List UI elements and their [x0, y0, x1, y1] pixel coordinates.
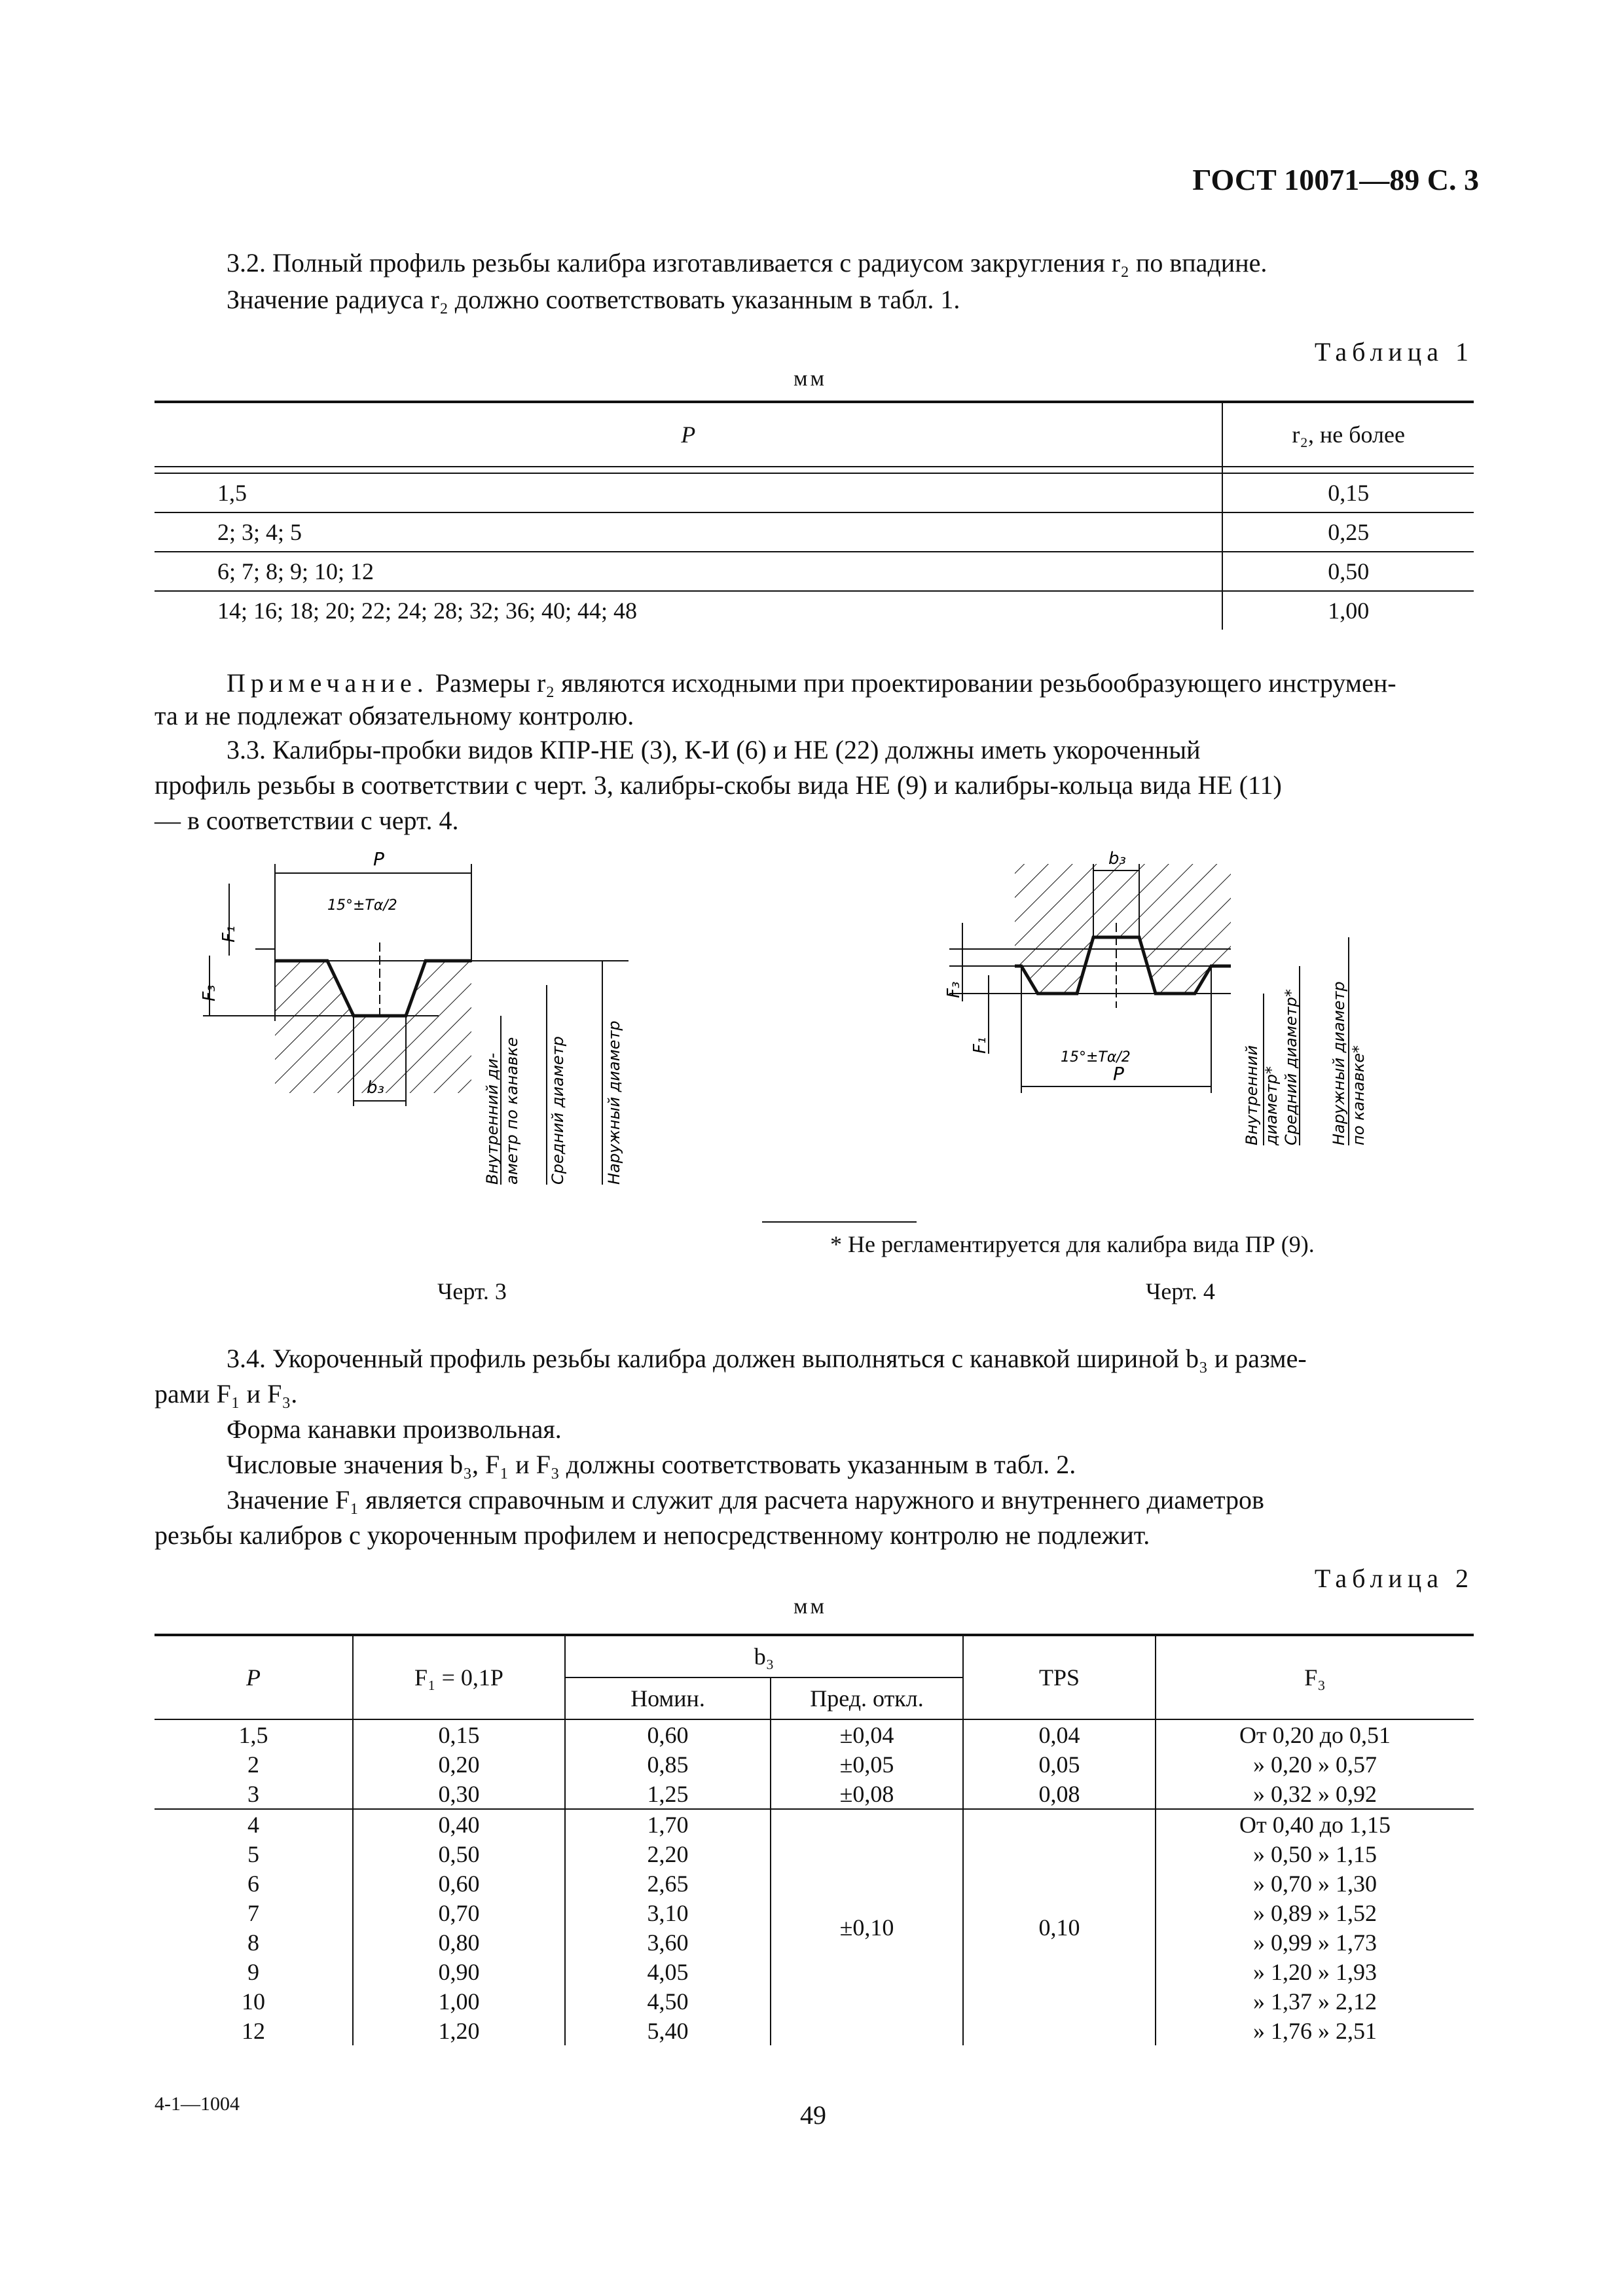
- table2-cell: 8: [155, 1928, 353, 1957]
- table2-cell: 0,08: [963, 1779, 1156, 1809]
- section-3-4-line-2: рами F₁ и F₃.: [155, 1379, 298, 1408]
- section-3-4-line-6: резьбы калибров с укороченным профилем и непосредственному контролю не подлежит.: [155, 1520, 1150, 1550]
- table2-cell: » 0,20 » 0,57: [1253, 1751, 1377, 1778]
- table1-header-row: [155, 402, 1474, 467]
- table2-cell: ±0,08: [771, 1779, 963, 1809]
- table2-cell: 0,50: [353, 1839, 565, 1869]
- figure-3-label-b3: b₃: [367, 1078, 384, 1098]
- figure-4-label-f3: F₃: [944, 981, 964, 998]
- figure-3-outer-diameter: Наружный диаметр: [605, 1020, 623, 1185]
- table2-header-row: [155, 1635, 1474, 1677]
- table1-cell: 1,5: [155, 473, 1222, 512]
- table1: [155, 401, 1474, 630]
- table2-row: [155, 1779, 1474, 1809]
- note-line-2: та и не подлежат обязательному контролю.: [155, 701, 634, 730]
- table2-cell: 12: [155, 2016, 353, 2045]
- table2-cell: От 0,40 до 1,15: [1239, 1811, 1391, 1838]
- table2-cell: 0,30: [353, 1779, 565, 1809]
- figure-4-drawing: [923, 844, 1460, 1172]
- section-3-3-line-2: профиль резьбы в соответствии с черт. 3, калибры-скобы вида НЕ (9) и калибры-кольца вида НЕ (11): [155, 770, 1282, 800]
- table1-spacer-right: [1222, 467, 1474, 473]
- table2-header-deviation: Пред. откл.: [771, 1677, 963, 1719]
- table1-cell: 1,00: [1328, 598, 1370, 624]
- table2-cell: 5,40: [565, 2016, 771, 2045]
- table1-cell: 0,50: [1222, 552, 1474, 591]
- table2: [155, 1634, 1474, 2045]
- table2-cell: 0,70: [353, 1898, 565, 1928]
- table2-cell: 2,65: [565, 1869, 771, 1898]
- figure-3-inner-diameter-2: аметр по канавке: [503, 1037, 521, 1185]
- table2-row: [155, 1809, 1474, 1839]
- figure-4-footnote: * Не регламентируется для калибра вида ПР (9).: [830, 1231, 1315, 1257]
- table2-cell: 1,25: [565, 1779, 771, 1809]
- footer-code: 4-1—1004: [155, 2093, 240, 2115]
- table1-row: [155, 512, 1474, 552]
- section-3-2-line-1: 3.2. Полный профиль резьбы калибра изготавливается с радиусом закругления r₂ по впадине.: [227, 248, 1267, 278]
- table2-caption: Таблица 2: [1314, 1564, 1474, 1593]
- figure-4-hatched-body: [1015, 864, 1231, 994]
- table2-cell: 9: [155, 1957, 353, 1986]
- table2-cell: 0,60: [353, 1869, 565, 1898]
- section-3-4-line-5: Значение F₁ является справочным и служит для расчета наружного и внутреннего диаметров: [227, 1485, 1264, 1515]
- table1-row: [155, 591, 1474, 630]
- section-3-4-line-1: 3.4. Укороченный профиль резьбы калибра должен выполняться с канавкой шириной b₃ и разме-: [227, 1344, 1307, 1373]
- table1-cell: 6; 7; 8; 9; 10; 12: [155, 552, 1222, 591]
- figure-4-label-p: P: [1113, 1063, 1124, 1085]
- table2-cell: 5: [155, 1839, 353, 1869]
- table2-cell: 3,60: [565, 1928, 771, 1957]
- table2-cell: ±0,04: [771, 1719, 963, 1749]
- table2-cell: 4,50: [565, 1986, 771, 2016]
- figure-4-caption: Черт. 4: [1146, 1278, 1215, 1304]
- section-3-3-line-1: 3.3. Калибры-пробки видов КПР-НЕ (3), К-И (6) и НЕ (22) должны иметь укороченный: [227, 735, 1201, 764]
- note-text: Размеры r₂ являются исходными при проектировании резьбообразующего инструмен-: [428, 668, 1396, 698]
- table2-cell: » 0,32 » 0,92: [1253, 1780, 1377, 1807]
- footnote-rule: [762, 1221, 917, 1223]
- figure-3-inner-diameter-1: Внутренний ди-: [483, 1052, 501, 1185]
- table2-cell: 0,85: [565, 1749, 771, 1779]
- note-line-1: [227, 665, 1396, 702]
- table2-cell: 0,05: [963, 1749, 1156, 1779]
- table2-cell: 0,20: [353, 1749, 565, 1779]
- table2-header-nominal: Номин.: [565, 1677, 771, 1719]
- figure-3-middle-diameter: Средний диаметр: [549, 1036, 567, 1185]
- table1-cell: 0,15: [1222, 473, 1474, 512]
- table2-cell: 0,90: [353, 1957, 565, 1986]
- table2-row: [155, 1749, 1474, 1779]
- table2-cell: » 0,89 » 1,52: [1253, 1899, 1377, 1926]
- table2-cell: 2,20: [565, 1839, 771, 1869]
- figure-3-caption: Черт. 3: [437, 1278, 507, 1304]
- table2-cell: » 0,99 » 1,73: [1253, 1929, 1377, 1956]
- table2-cell: 6: [155, 1869, 353, 1898]
- table2-cell: 0,04: [963, 1719, 1156, 1749]
- table2-row: [155, 1719, 1474, 1749]
- table2-unit: мм: [793, 1594, 828, 1619]
- table1-spacer: [155, 467, 1222, 473]
- page-number: 49: [800, 2100, 826, 2130]
- table2-cell: » 1,20 » 1,93: [1253, 1958, 1377, 1985]
- table2-cell: От 0,20 до 0,51: [1239, 1721, 1391, 1748]
- figure-3-label-angle: 15°±Tα/2: [327, 897, 397, 914]
- table2-cell: 3,10: [565, 1898, 771, 1928]
- table2-cell: 10: [155, 1986, 353, 2016]
- table2-cell: » 0,50 » 1,15: [1253, 1840, 1377, 1867]
- table1-cell: 14; 16; 18; 20; 22; 24; 28; 32; 36; 40; 44; 48: [155, 591, 1222, 630]
- table1-row: [155, 552, 1474, 591]
- figure-4-label-angle: 15°±Tα/2: [1061, 1049, 1131, 1066]
- section-3-3-line-3: — в соответствии с черт. 4.: [155, 806, 459, 835]
- figure-4-label-b3: b₃: [1108, 849, 1126, 869]
- table2-header-tps: TPS: [963, 1635, 1156, 1719]
- figure-3-label-f1: F₁: [219, 925, 239, 942]
- table2-cell: 2: [155, 1749, 353, 1779]
- table2-cell: ±0,05: [771, 1749, 963, 1779]
- table1-caption: Таблица 1: [1314, 337, 1474, 367]
- table2-cell: 1,20: [353, 2016, 565, 2045]
- figure-4-outer-diameter-2: по канавке*: [1349, 1045, 1368, 1145]
- table2-cell: 7: [155, 1898, 353, 1928]
- table2-cell: 1,70: [565, 1809, 771, 1839]
- figure-4-outer-diameter-1: Наружный диаметр: [1330, 981, 1348, 1145]
- table2-cell: 0,15: [353, 1719, 565, 1749]
- figure-4-inner-diameter-1: Внутренний: [1243, 1045, 1261, 1145]
- table2-cell: 0,40: [353, 1809, 565, 1839]
- table2-cell: » 0,70 » 1,30: [1253, 1870, 1377, 1897]
- table2-cell: 4,05: [565, 1957, 771, 1986]
- table1-unit: мм: [793, 367, 828, 391]
- table2-merged-tps: 0,10: [963, 1809, 1156, 2045]
- note-label: Примечание.: [227, 668, 429, 698]
- table2-header-f3: F₃: [1156, 1635, 1474, 1719]
- table2-header-p: P: [155, 1635, 353, 1719]
- table1-cell: 0,25: [1222, 512, 1474, 552]
- table2-cell: 0,60: [565, 1719, 771, 1749]
- table2-header-b3: b₃: [565, 1635, 963, 1677]
- table1-row: [155, 473, 1474, 512]
- section-3-2-line-2: Значение радиуса r₂ должно соответствовать указанным в табл. 1.: [227, 285, 960, 314]
- table2-merged-deviation: ±0,10: [771, 1809, 963, 2045]
- figure-3-hatched-body: [275, 961, 471, 1093]
- table1-cell: 2; 3; 4; 5: [155, 512, 1222, 552]
- figure-4-inner-diameter-2: диаметр*: [1262, 1066, 1281, 1145]
- table2-cell: 4: [155, 1809, 353, 1839]
- table2-cell: » 1,76 » 2,51: [1253, 2017, 1377, 2044]
- figure-3-drawing: [177, 844, 701, 1198]
- table2-cell: 1,00: [353, 1986, 565, 2016]
- figure-3-label-p: P: [373, 848, 384, 870]
- table1-header-r2: r₂, не более: [1292, 422, 1405, 448]
- table2-header-f1: F₁ = 0,1P: [353, 1635, 565, 1719]
- section-3-4-line-4: Числовые значения b₃, F₁ и F₃ должны соответствовать указанным в табл. 2.: [227, 1450, 1076, 1479]
- figure-4-label-f1: F₁: [970, 1037, 990, 1054]
- table1-header-p: P: [155, 402, 1222, 467]
- table2-cell: 0,80: [353, 1928, 565, 1957]
- table2-cell: » 1,37 » 2,12: [1253, 1988, 1377, 2015]
- figure-4-middle-diameter: Средний диаметр*: [1282, 989, 1300, 1145]
- figure-3-label-f3: F₃: [200, 984, 219, 1001]
- page-header: ГОСТ 10071—89 С. 3: [1192, 163, 1479, 196]
- table2-cell: 3: [155, 1779, 353, 1809]
- table2-cell: 1,5: [155, 1719, 353, 1749]
- section-3-4-line-3: Форма канавки произвольная.: [227, 1414, 562, 1444]
